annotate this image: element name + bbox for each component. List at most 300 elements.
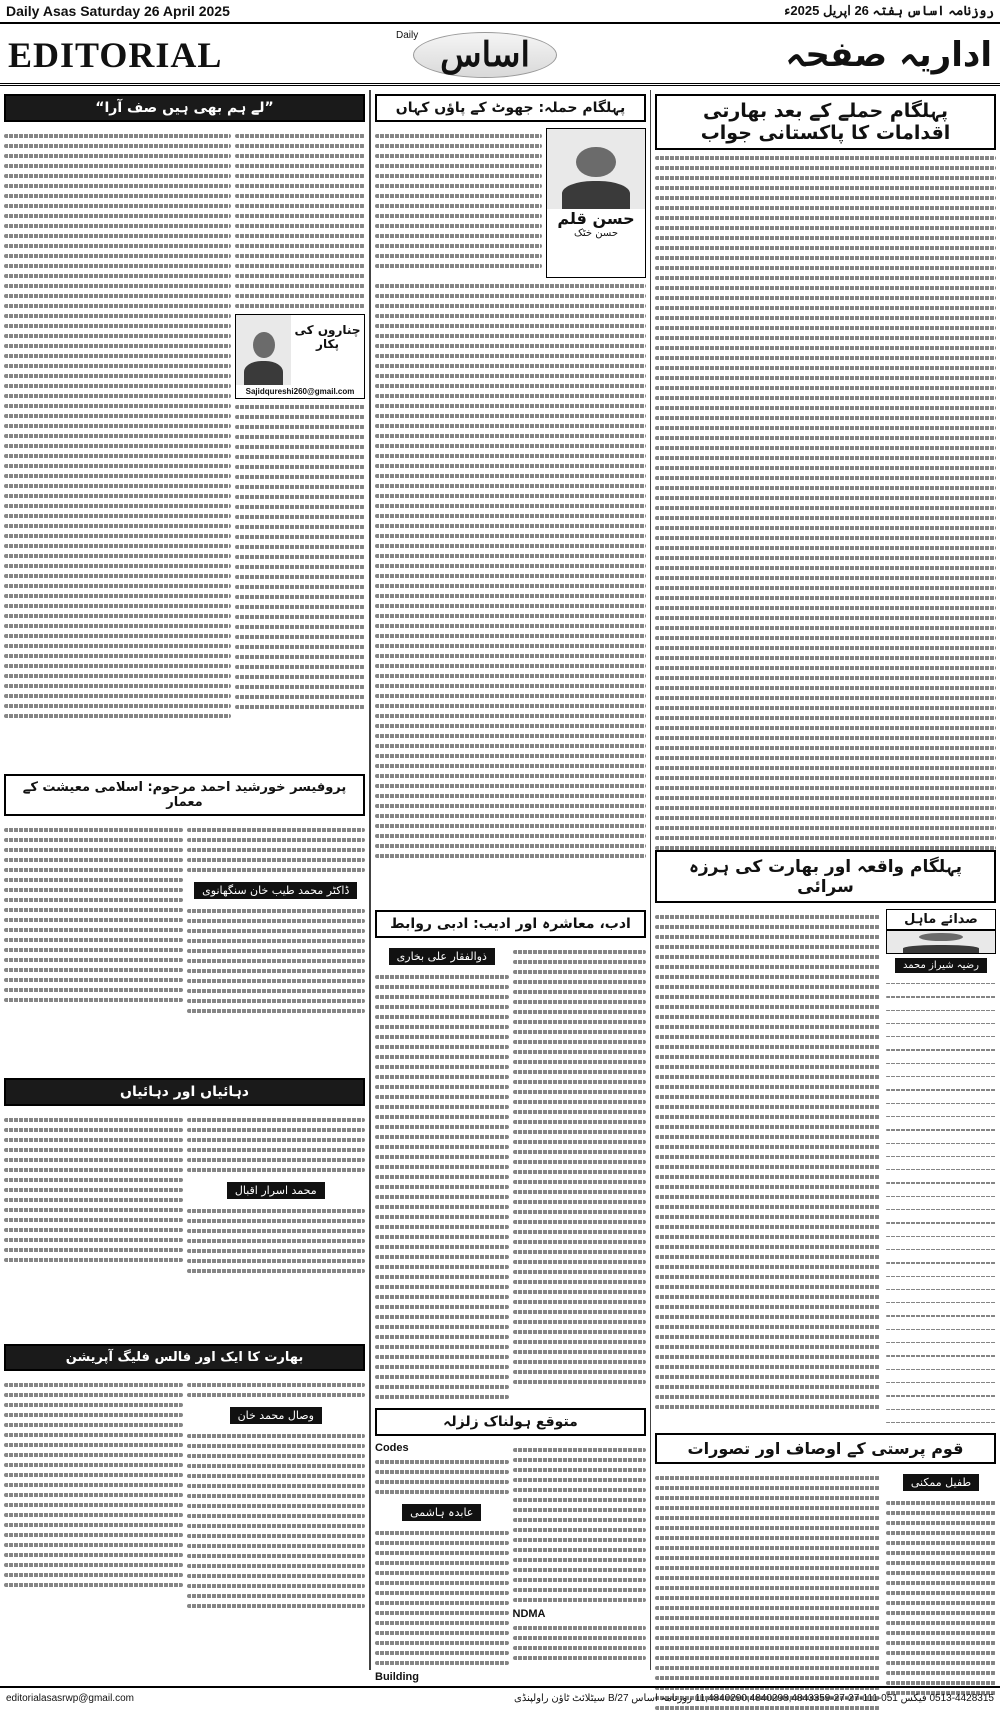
text-line [375,1621,509,1625]
text-line [375,1460,509,1464]
text-line [375,174,542,178]
text-line [655,1065,880,1069]
author-email[interactable]: Sajidqureshi260@gmail.com [245,387,355,396]
editorial-page-title: اداریہ صفحہ [785,35,992,75]
text-line [375,634,646,638]
text-line [655,1245,880,1249]
author-tufail: طفیل ممکنی [903,1474,979,1491]
text-line [655,1235,880,1239]
text-line [655,1025,880,1029]
text-line [513,1180,647,1184]
text-line [375,975,509,979]
text-line [4,354,231,358]
text-line [513,1330,647,1334]
text-line [655,1125,880,1129]
text-line [886,1076,996,1077]
text-line [655,686,996,690]
text-line [655,1676,880,1680]
text-line [886,1571,996,1575]
text-line [235,605,365,609]
text-line [4,234,231,238]
text-line [655,646,996,650]
text-line [375,424,646,428]
text-line [187,909,366,913]
text-line [375,1581,509,1585]
top-bar [0,0,1000,24]
text-line [655,1085,880,1089]
text-line [235,294,365,298]
text-line [655,276,996,280]
author-tayyab: ڈاکٹر محمد طیب خان سنگھانوی [194,882,357,899]
logo-text: اساس [413,32,557,78]
text-line [4,898,183,902]
earthquake-body [375,1442,646,1702]
text-line [4,1403,183,1407]
text-line [886,1116,996,1117]
text-line [655,536,996,540]
text-line [4,828,183,832]
text-line [655,406,996,410]
footer-contact: 0513-4428315 فیکس 051-111-27-27-11,4840290,4840298,4843359 روزنامہ اساس 27/B سیٹلائٹ ٹاؤن راولپنڈی [514,1692,994,1704]
text-line [655,546,996,550]
text-line [655,1666,880,1670]
text-line [4,604,231,608]
text-line [375,1641,509,1645]
author-photo-raziya [886,930,996,954]
text-line [375,364,646,368]
text-line [655,676,996,680]
text-line [187,1009,366,1013]
text-line [4,1178,183,1182]
text-line [375,1551,509,1555]
text-line [187,999,366,1003]
text-line [4,624,231,628]
text-line [4,194,231,198]
text-line [187,858,366,862]
text-line [187,1594,366,1598]
chinaron-ki-pukar-label: چناروں کی پکار [294,323,361,351]
text-line [235,264,365,268]
text-line [375,1325,509,1329]
text-line [655,756,996,760]
text-line [4,504,231,508]
text-line [513,1340,647,1344]
text-line [235,425,365,429]
text-line [235,665,365,669]
pahalgam-lie-top [375,128,646,278]
text-line [187,1464,366,1468]
text-line [655,1095,880,1099]
text-line [187,929,366,933]
text-line [375,1005,509,1009]
text-line [655,1616,880,1620]
text-line [375,734,646,738]
text-line [4,674,231,678]
text-line [375,594,646,598]
text-line [655,1055,880,1059]
text-line [375,134,542,138]
text-line [187,1494,366,1498]
text-line [4,614,231,618]
text-line [655,945,880,949]
author-abida: عابدہ ہاشمی [402,1504,481,1521]
pahalgam-lie-body [375,284,646,884]
text-line [375,344,646,348]
text-line [4,184,231,188]
text-line [655,186,996,190]
text-line [375,574,646,578]
text-line [235,535,365,539]
text-line [886,1661,996,1665]
text-line [4,204,231,208]
text-line [513,1230,647,1234]
text-line [187,1434,366,1438]
text-line [886,1196,996,1197]
text-line [4,524,231,528]
text-line [4,344,231,348]
text-line [375,334,646,338]
text-line [375,504,646,508]
text-line [513,1160,647,1164]
text-line [513,960,647,964]
text-line [4,938,183,942]
text-line [187,1393,366,1397]
text-line [655,576,996,580]
text-line [655,296,996,300]
text-line [655,246,996,250]
text-line [655,456,996,460]
text-line [655,965,880,969]
text-line [4,1433,183,1437]
text-line [655,806,996,810]
text-line [655,1546,880,1550]
text-line [375,1185,509,1189]
text-line [513,1210,647,1214]
text-line [4,1493,183,1497]
text-line [886,1049,996,1050]
text-line [4,1383,183,1387]
text-line [4,514,231,518]
text-line [513,1468,647,1472]
text-line [4,254,231,258]
text-line [4,1533,183,1537]
text-line [235,505,365,509]
author-zulfiqar: ذوالفقار علی بخاری [389,948,495,965]
text-line [187,1574,366,1578]
text-line [886,1422,996,1423]
text-line [655,226,996,230]
text-line [655,1005,880,1009]
text-line [886,1262,996,1263]
text-line [4,1523,183,1527]
text-line [655,476,996,480]
text-line [655,336,996,340]
text-line [655,975,880,979]
text-line [375,684,646,688]
text-line [655,256,996,260]
text-line [655,566,996,570]
text-line [655,1135,880,1139]
earthquake-headline: متوقع ہولناک زلزلہ [375,1408,646,1436]
text-line [4,144,231,148]
text-line [886,1249,996,1250]
text-line [235,685,365,689]
text-line [235,465,365,469]
text-line [655,1075,880,1079]
text-line [655,436,996,440]
text-line [655,1566,880,1570]
pahalgam-lie-headline: پہلگام حملہ: جھوٹ کے پاؤں کہاں [375,94,646,122]
text-line [375,674,646,678]
text-line [235,244,365,248]
text-line [187,1534,366,1538]
text-line [655,1536,880,1540]
text-line [655,636,996,640]
text-line [4,164,231,168]
text-line [513,1130,647,1134]
text-line [4,564,231,568]
text-line [655,346,996,350]
building-label: Building [375,1671,419,1683]
text-line [235,274,365,278]
text-line [513,1070,647,1074]
text-line [235,204,365,208]
text-line [655,985,880,989]
text-line [375,214,542,218]
text-line [513,1010,647,1014]
text-line [4,334,231,338]
text-line [375,474,646,478]
text-line [655,356,996,360]
text-line [4,928,183,932]
sajid-column-box [235,314,365,399]
text-line [187,1584,366,1588]
text-line [375,414,646,418]
text-line [886,1036,996,1037]
text-line [375,1065,509,1069]
text-line [513,1270,647,1274]
column-center-right [370,90,650,1683]
text-line [4,574,231,578]
text-line [375,1135,509,1139]
text-line [4,1453,183,1457]
text-line [655,796,996,800]
text-line [513,1538,647,1542]
text-line [886,1541,996,1545]
text-line [886,1209,996,1210]
text-line [655,716,996,720]
text-line [655,1596,880,1600]
text-line [235,214,365,218]
logo-daily-label: Daily [396,30,419,41]
text-line [655,416,996,420]
text-line [655,1205,880,1209]
text-line [513,1588,647,1592]
text-line [4,554,231,558]
text-line [4,918,183,922]
text-line [886,1581,996,1585]
khurshid-body [4,822,365,1022]
text-line [375,1531,509,1535]
text-line [655,1115,880,1119]
text-line [886,1671,996,1675]
text-line [375,614,646,618]
text-line [187,1554,366,1558]
text-line [4,838,183,842]
text-line [886,1143,996,1144]
text-line [655,1355,880,1359]
text-line [655,366,996,370]
text-line [375,254,542,258]
text-line [187,1148,366,1152]
text-line [513,1120,647,1124]
text-line [375,1611,509,1615]
text-line [375,724,646,728]
text-line [513,1240,647,1244]
text-line [375,164,542,168]
text-line [375,1591,509,1595]
text-line [375,1345,509,1349]
text-line [235,525,365,529]
text-line [375,814,646,818]
text-line [655,1015,880,1019]
text-line [655,316,996,320]
text-line [375,1355,509,1359]
text-line [655,1275,880,1279]
text-line [375,434,646,438]
text-line [4,1158,183,1162]
text-line [187,1138,366,1142]
text-line [4,1258,183,1262]
text-line [4,374,231,378]
nationalism-headline: قوم پرستی کے اوصاف اور تصورات [655,1433,996,1464]
text-line [375,784,646,788]
text-line [655,656,996,660]
text-line [187,969,366,973]
text-line [4,684,231,688]
column-left [0,90,370,1670]
footer-email[interactable]: editorialasasrwp@gmail.com [6,1692,134,1704]
text-line [375,1295,509,1299]
text-line [235,575,365,579]
text-line [513,1320,647,1324]
author-hassan: حسن خٹک [573,228,619,239]
text-line [375,1661,509,1665]
text-line [886,1409,996,1410]
text-line [513,1300,647,1304]
text-line [375,854,646,858]
text-line [655,1496,880,1500]
text-line [886,1591,996,1595]
text-line [4,888,183,892]
text-line [655,1215,880,1219]
header-date-english: Daily Asas Saturday 26 April 2025 [6,3,230,19]
text-line [375,664,646,668]
text-line [4,314,231,318]
text-line [655,1045,880,1049]
text-line [375,794,646,798]
text-line [655,606,996,610]
text-line [655,216,996,220]
text-line [235,234,365,238]
text-line [4,594,231,598]
text-line [187,1383,366,1387]
text-line [886,1289,996,1290]
text-line [655,496,996,500]
text-line [4,494,231,498]
duhaiyan-headline: دہائیاں اور دہائیاں [4,1078,365,1106]
text-line [513,1190,647,1194]
text-line [375,1205,509,1209]
text-line [4,1443,183,1447]
text-line [235,555,365,559]
text-line [886,1681,996,1685]
text-line [4,998,183,1002]
text-line [375,404,646,408]
text-line [655,466,996,470]
text-line [655,1586,880,1590]
text-line [4,434,231,438]
text-line [655,1405,880,1409]
text-line [375,294,646,298]
pahalgam-waqia-body [655,909,996,1429]
text-line [375,1601,509,1605]
text-line [375,324,646,328]
text-line [655,166,996,170]
text-line [375,1571,509,1575]
text-line [513,1050,647,1054]
text-line [4,484,231,488]
author-photo-sajid [236,315,291,385]
text-line [187,1504,366,1508]
text-line [4,394,231,398]
text-line [655,995,880,999]
text-line [375,544,646,548]
text-line [4,1128,183,1132]
text-line [235,254,365,258]
text-line [655,1285,880,1289]
text-line [655,1526,880,1530]
text-line [375,1561,509,1565]
text-line [375,184,542,188]
text-line [886,1169,996,1170]
text-line [655,206,996,210]
literature-body [375,944,646,1404]
text-line [235,635,365,639]
text-line [375,1215,509,1219]
text-line [655,1035,880,1039]
text-line [513,1250,647,1254]
text-line [375,224,542,228]
text-line [886,1315,996,1316]
text-line [655,706,996,710]
text-line [4,968,183,972]
text-line [375,144,542,148]
text-line [375,1155,509,1159]
text-line [375,744,646,748]
text-line [513,1498,647,1502]
text-line [375,564,646,568]
text-line [4,244,231,248]
text-line [4,1553,183,1557]
text-line [655,1365,880,1369]
text-line [375,1115,509,1119]
text-line [375,1651,509,1655]
text-line [655,1185,880,1189]
text-line [187,1514,366,1518]
text-line [655,1556,880,1560]
text-line [513,1518,647,1522]
